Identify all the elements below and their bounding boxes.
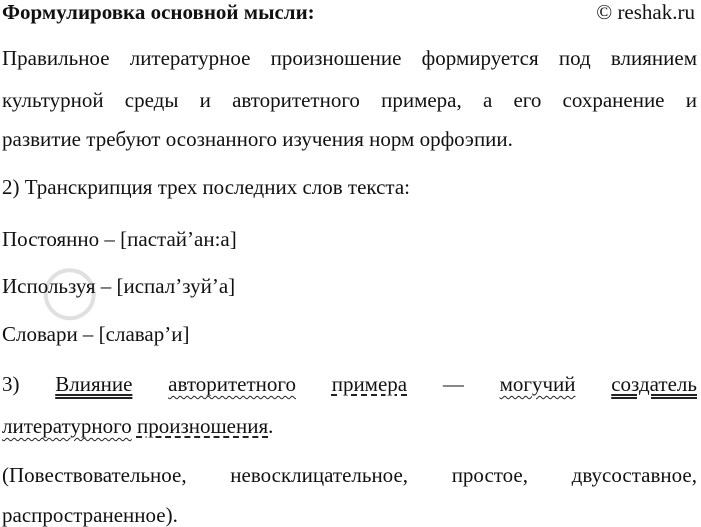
transcription-item: Постоянно – [пастай’ан:а] xyxy=(2,227,237,251)
object-word: примера xyxy=(331,372,408,396)
word: авторитетного xyxy=(232,88,360,112)
subject-word: Влияние xyxy=(55,372,133,396)
word: примера, xyxy=(381,88,462,112)
copyright-label: © reshak.ru xyxy=(596,0,695,24)
word: сохранение xyxy=(562,88,665,112)
transcription-heading: 2) Транскрипция трех последних слов текста: xyxy=(2,175,411,199)
predicate-word: создатель xyxy=(611,372,697,396)
characteristics-line-1 xyxy=(2,463,697,487)
main-thought-line-2 xyxy=(2,88,697,112)
word: формируется xyxy=(421,46,539,70)
word: под xyxy=(558,46,591,70)
word: простое, xyxy=(451,463,528,487)
word: двусоставное, xyxy=(571,463,697,487)
word: среды xyxy=(124,88,179,112)
page-title: Формулировка основной мысли: xyxy=(2,0,315,24)
period-mark: . xyxy=(268,414,274,438)
object-word: произношения xyxy=(136,414,269,438)
attribute-word: могучий xyxy=(499,372,576,396)
dash-mark: — xyxy=(442,372,464,396)
main-thought-line-1 xyxy=(2,46,697,70)
analysis-line-2 xyxy=(2,414,273,438)
word: его xyxy=(513,88,542,112)
attribute-word: авторитетного xyxy=(168,372,296,396)
item-number: 3) xyxy=(2,372,20,396)
word: и xyxy=(199,88,211,112)
word: Правильное xyxy=(2,46,110,70)
transcription-item: Словари – [славар’и] xyxy=(2,322,190,346)
word: невосклицательное, xyxy=(230,463,409,487)
transcription-item: Используя – [испал’зуй’а] xyxy=(2,274,236,298)
word: влиянием xyxy=(610,46,697,70)
analysis-line-1 xyxy=(2,372,697,396)
word: а xyxy=(482,88,493,112)
word: и xyxy=(685,88,697,112)
attribute-word: литературного xyxy=(2,414,132,438)
characteristics-line-2: распространенное). xyxy=(2,503,178,527)
word: культурной xyxy=(2,88,104,112)
word: (Повествовательное, xyxy=(2,463,187,487)
word: произношение xyxy=(270,46,402,70)
main-thought-line-3: развитие требуют осознанного изучения норм орфоэпии. xyxy=(2,127,513,151)
word: литературное xyxy=(129,46,251,70)
